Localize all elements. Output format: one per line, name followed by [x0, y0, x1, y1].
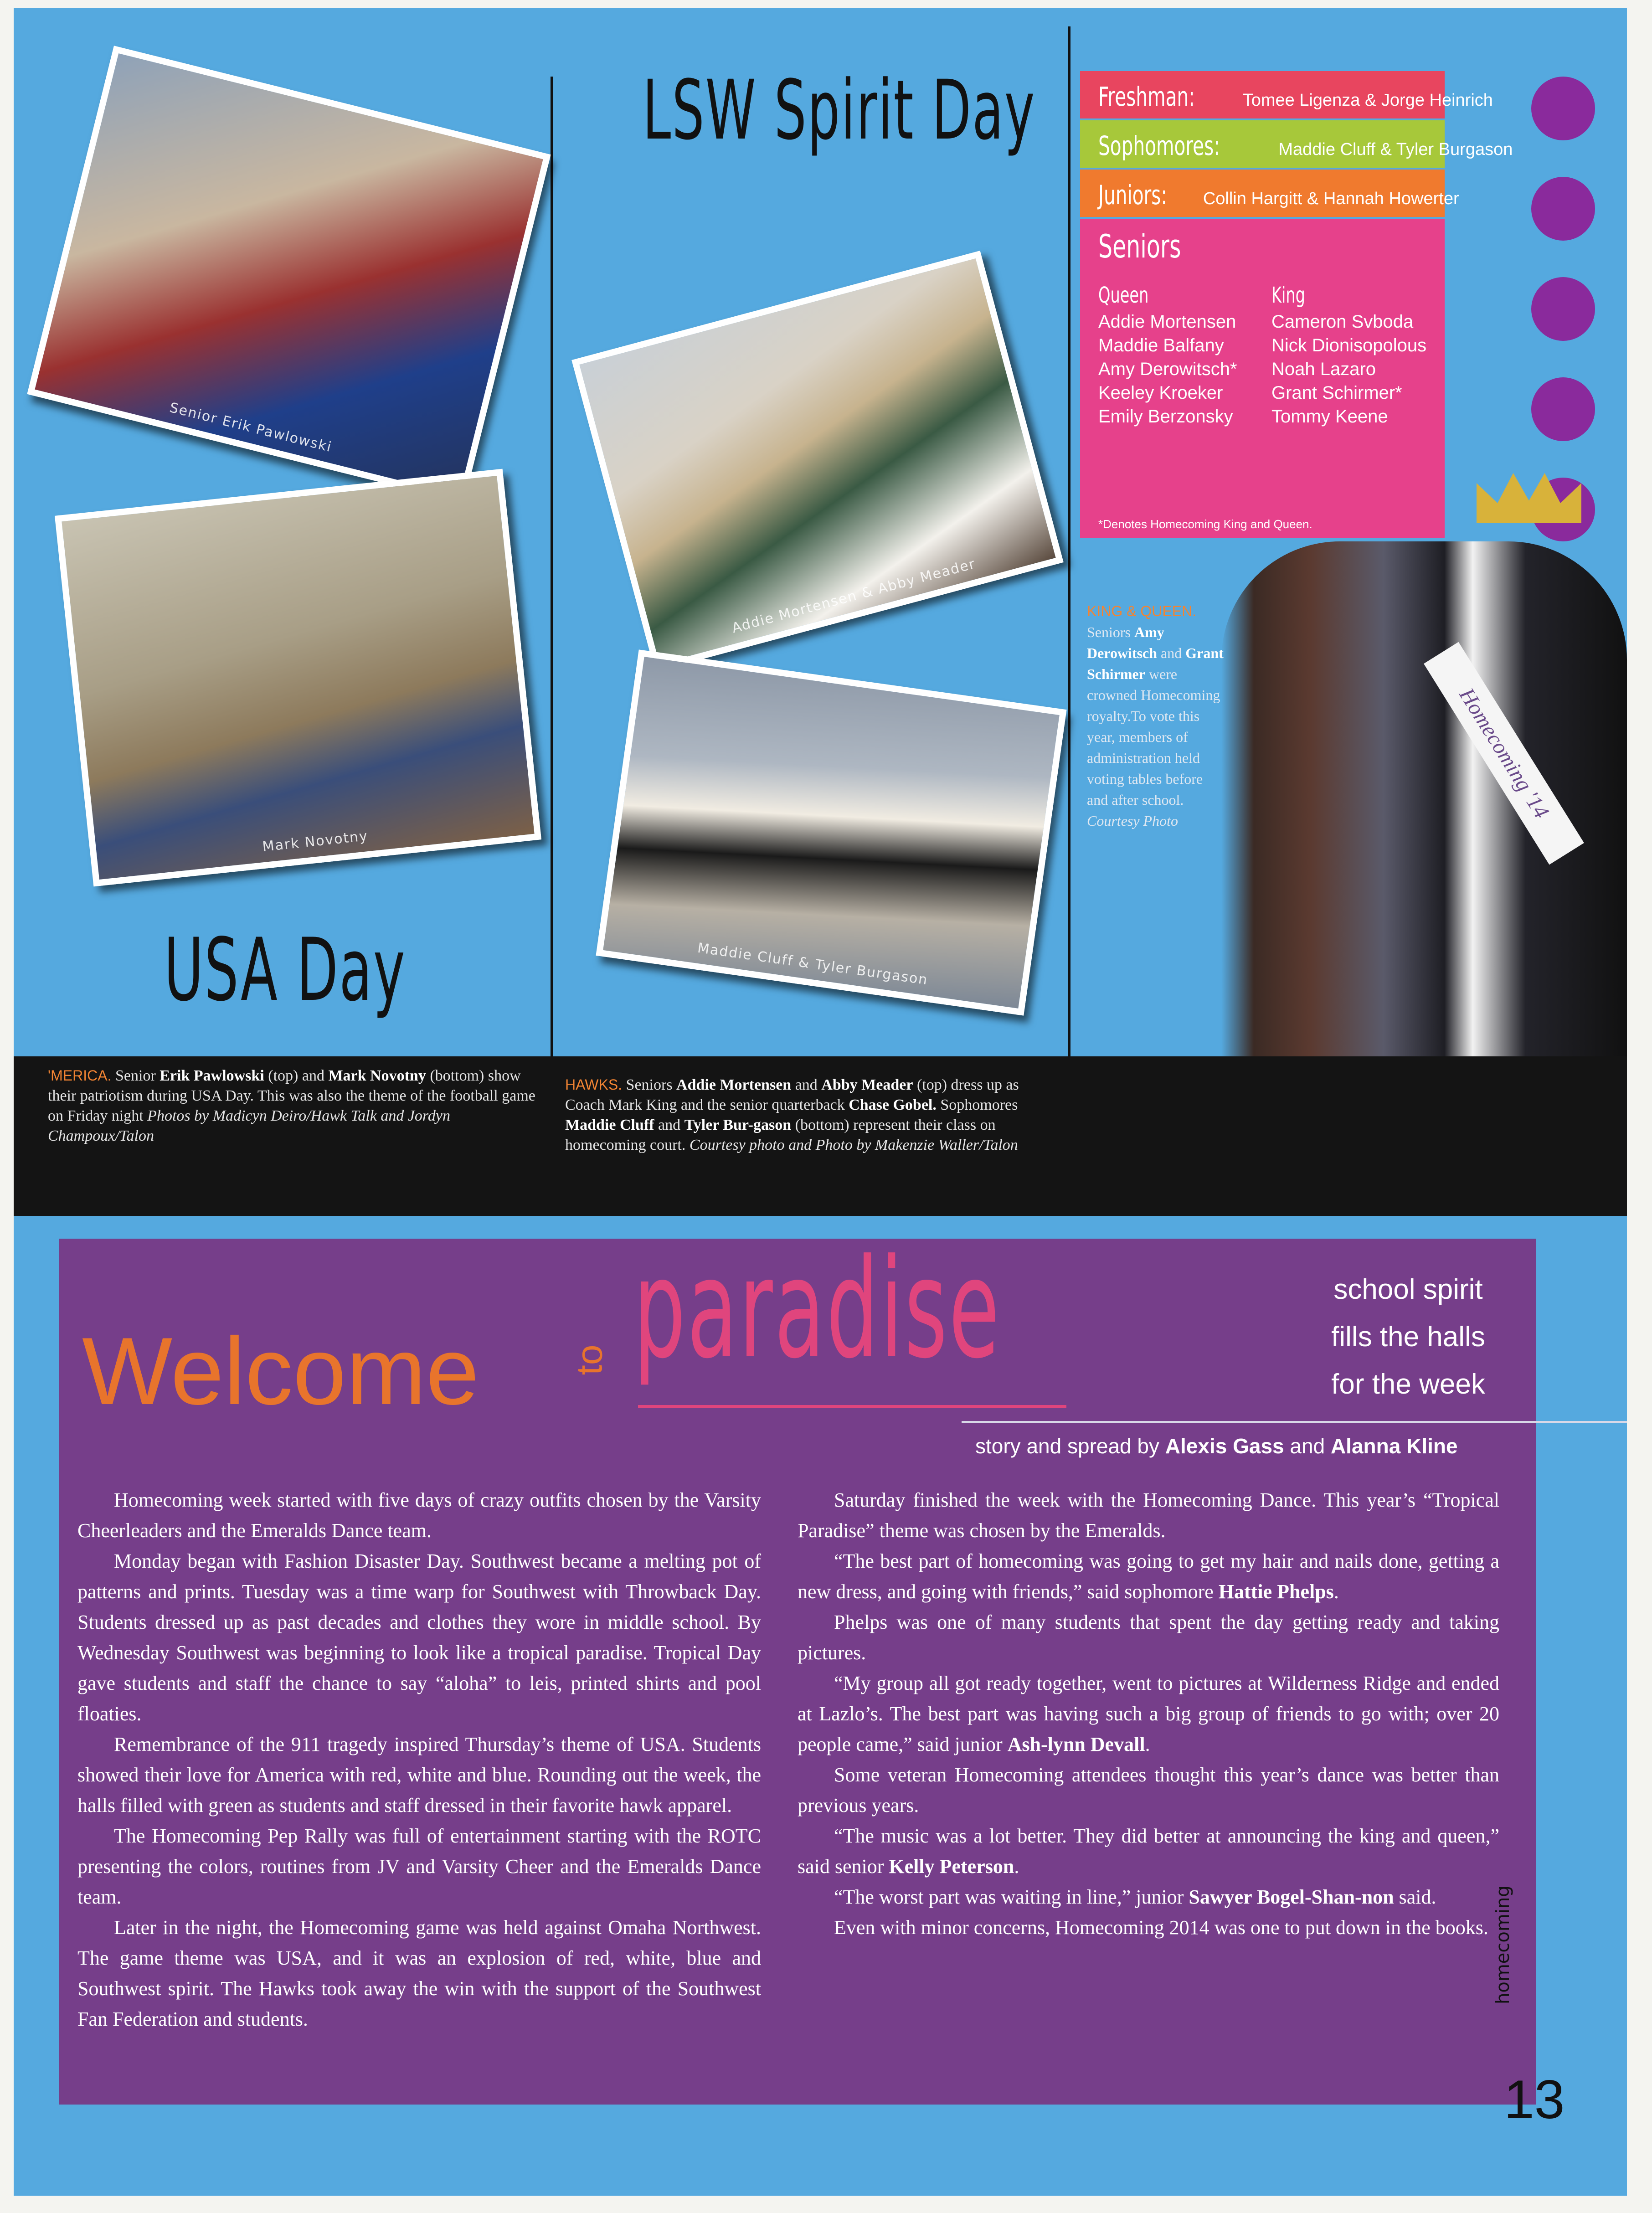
article-paragraph [798, 1882, 1499, 1912]
decorative-dot [1531, 277, 1595, 341]
caption-merica [48, 1065, 549, 1146]
juniors-label: Juniors: [1098, 180, 1168, 211]
caption-text: (bottom) show their patriotism during USA Day. This was also the theme of the football game on Friday night [48, 1067, 535, 1124]
caption-text: and [1161, 645, 1182, 661]
decorative-dot [1531, 177, 1595, 241]
caption-text: Seniors [1087, 624, 1131, 640]
article-paragraph: Homecoming week started with five days of crazy outfits chosen by the Varsity Cheerleaders and the Emeralds Dance team. [77, 1489, 761, 1542]
byline-text: story and spread by [975, 1434, 1165, 1458]
article-paragraph: Phelps was one of many students that spent the day getting ready and taking pictures. [798, 1611, 1499, 1664]
court-footnote: *Denotes Homecoming King and Queen. [1098, 517, 1312, 531]
caption-name: Erik Pawlowski [160, 1067, 264, 1084]
caption-text: and [654, 1117, 684, 1133]
queen-name: Amy Derowitsch [1087, 624, 1164, 661]
caption-text: (bottom) represent their class on homecoming court. [565, 1117, 996, 1153]
article-paragraph: Remembrance of the 911 tragedy inspired Thursday’s theme of USA. Students showed their love for America with red, white and blue. Rounding out the week, the halls filled with green as students and staff dressed in their favorite hawk apparel. [77, 1733, 761, 1817]
photo-credit: Courtesy Photo [1087, 813, 1178, 829]
court-seniors-box [1080, 219, 1445, 538]
caption-name: Abby Meader [821, 1076, 913, 1093]
king-label: King [1271, 283, 1305, 308]
article-column-right [798, 1485, 1499, 1943]
subtitle-line: for the week [1331, 1369, 1485, 1400]
headline-welcome: Welcome [82, 1318, 479, 1425]
article-paragraph [798, 1546, 1499, 1607]
sophomores-label: Sophomores: [1098, 130, 1220, 161]
column-divider-right [1068, 26, 1070, 1056]
photo-maddie-tyler [596, 649, 1066, 1015]
article-paragraph [798, 1821, 1499, 1882]
caption-name: Chase Gobel. [849, 1096, 937, 1113]
homecoming-sash: Homecoming '14 [1424, 642, 1584, 865]
quote-text: . [1014, 1855, 1019, 1878]
sophomores-names: Maddie Cluff & Tyler Burgason [1278, 140, 1513, 159]
page-number: 13 [1504, 2069, 1565, 2130]
author-name: Alanna Kline [1330, 1434, 1458, 1458]
quote-text: “The best part of homecoming was going to get my hair and nails done, getting a new dress, and going with friends,” said sophomore [798, 1550, 1499, 1603]
caption-text: were crowned Homecoming royalty.To vote this year, members of administration held voting tables before and after school. [1087, 666, 1220, 808]
article-column-left [77, 1485, 761, 2034]
queen-nominee: Emily Berzonsky [1098, 407, 1233, 427]
usa-day-title: USA Day [164, 920, 407, 1020]
photo3-label: Addie Mortensen & Abby Meader [730, 556, 978, 637]
caption-name: Addie Mortensen [676, 1076, 792, 1093]
court-band-sophomores [1080, 120, 1513, 168]
queen-nominee: Maddie Balfany [1098, 335, 1224, 355]
queen-nominee: Keeley Kroeker [1098, 383, 1223, 403]
caption-name: Tyler Bur-gason [684, 1117, 792, 1133]
freshman-names: Tomee Ligenza & Jorge Heinrich [1242, 91, 1493, 110]
king-nominee: Tommy Keene [1271, 407, 1388, 427]
headline-paradise: paradise [633, 1230, 1001, 1389]
yearbook-page [14, 8, 1627, 2196]
caption-text: Sophomores [936, 1096, 1018, 1113]
king-nominee: Cameron Svboda [1271, 312, 1414, 332]
article-paragraph: Some veteran Homecoming attendees thought this year’s dance was better than previous years. [798, 1764, 1499, 1817]
article-paragraph: The Homecoming Pep Rally was full of entertainment starting with the ROTC presenting the colors, routines from JV and Varsity Cheer and the Emeralds Dance team. [77, 1825, 761, 1908]
freshman-label: Freshman: [1098, 81, 1195, 112]
king-nominee: Nick Dionisopolous [1271, 335, 1427, 355]
caption-text: Senior [111, 1067, 160, 1084]
subtitle-line: fills the halls [1331, 1321, 1485, 1353]
spirit-day-title: LSW Spirit Day [643, 63, 1036, 158]
caption-text: Seniors [622, 1076, 677, 1093]
subtitle-rule [962, 1421, 1627, 1423]
decorative-dot [1531, 377, 1595, 441]
caption-text: (top) and [264, 1067, 329, 1084]
quote-text: “The worst part was waiting in line,” junior [834, 1886, 1189, 1908]
headline-to: to [569, 1344, 610, 1375]
photo-credit: Courtesy photo and Photo by Makenzie Waller/Talon [689, 1137, 1018, 1153]
photo1-label: Senior Erik Pawlowski [168, 399, 334, 456]
queen-label: Queen [1098, 283, 1149, 308]
section-label: homecoming [1492, 1885, 1513, 2004]
byline [975, 1434, 1458, 1458]
article-paragraph: Monday began with Fashion Disaster Day. Southwest became a melting pot of patterns and prints. Tuesday was a time warp for Southwest with Throwback Day. Students dressed up as past decades and clothes they wore in middle school. By Wednesday Southwest was beginning to look like a tropical paradise. Tropical Day gave students and staff the chance to say “aloha” to leis, printed shirts and pool floaties. [77, 1550, 761, 1725]
byline-text: and [1284, 1434, 1331, 1458]
photo-king-queen [1221, 541, 1627, 1056]
caption-lead: HAWKS. [565, 1076, 623, 1093]
caption-bar [14, 1056, 1627, 1216]
article-paragraph: Saturday finished the week with the Homecoming Dance. This year’s “Tropical Paradise” theme was chosen by the Emeralds. [798, 1489, 1499, 1542]
subtitle-line: school spirit [1333, 1274, 1483, 1305]
king-nominee: Noah Lazaro [1271, 359, 1376, 379]
caption-name: Mark Novotny [328, 1067, 426, 1084]
court-band-juniors [1080, 170, 1459, 217]
photo2-label: Mark Novotny [262, 828, 369, 855]
author-name: Alexis Gass [1165, 1434, 1284, 1458]
king-nominee: Grant Schirmer* [1271, 383, 1402, 403]
article-paragraph: Even with minor concerns, Homecoming 2014 was one to put down in the books. [834, 1916, 1488, 1939]
quote-text: “My group all got ready together, went to pictures at Wilderness Ridge and ended at Lazlo’s. The best part was having such a big group of friends to go with; over 20 people came,” said junior [798, 1672, 1499, 1755]
caption-text: (top) dress up as Coach Mark King and the senior quarterback [565, 1076, 1019, 1113]
quote-name: Hattie Phelps [1218, 1580, 1334, 1603]
quote-text: . [1145, 1733, 1150, 1755]
article-paragraph [798, 1668, 1499, 1760]
quote-name: Ash-lynn Devall [1007, 1733, 1145, 1755]
court-band-freshman [1080, 71, 1493, 118]
photo-addie-abby [571, 251, 1064, 672]
headline-subtitle [1303, 1266, 1513, 1408]
caption-hawks [565, 1075, 1062, 1155]
quote-name: Kelly Peterson [889, 1855, 1014, 1878]
juniors-names: Collin Hargitt & Hannah Howerter [1203, 189, 1459, 208]
decorative-dot [1531, 77, 1595, 140]
queen-nominee: Addie Mortensen [1098, 312, 1236, 332]
queen-nominees [1098, 310, 1237, 428]
headline-underline [638, 1405, 1066, 1408]
column-divider-left [551, 77, 553, 1056]
article-paragraph: Later in the night, the Homecoming game was held against Omaha Northwest. The game theme was USA, and it was an explosion of red, white, blue and Southwest spirit. The Hawks took away the win with the support of the Southwest Fan Federation and students. [77, 1916, 761, 2030]
queen-nominee: Amy Derowitsch* [1098, 359, 1237, 379]
king-queen-lead: KING & QUEEN. [1087, 603, 1197, 619]
king-name: Grant Schirmer [1087, 645, 1224, 682]
quote-text: “The music was a lot better. They did better at announcing the king and queen,” said senior [798, 1825, 1499, 1878]
seniors-label: Seniors [1098, 228, 1181, 265]
photo-credit: Photos by Madicyn Deiro/Hawk Talk and Jordyn Champoux/Talon [48, 1107, 450, 1144]
king-nominees [1271, 310, 1426, 428]
caption-text: and [791, 1076, 822, 1093]
king-queen-caption [1087, 601, 1224, 831]
quote-name: Sawyer Bogel-Shan-non [1189, 1886, 1394, 1908]
quote-text: . [1333, 1580, 1339, 1603]
caption-lead: 'MERICA. [48, 1067, 112, 1084]
photo4-label: Maddie Cluff & Tyler Burgason [696, 940, 929, 988]
quote-text: said. [1394, 1886, 1436, 1908]
photo-mark-novotny [55, 469, 541, 887]
caption-name: Maddie Cluff [565, 1117, 654, 1133]
photo-erik-pawlowski [27, 46, 551, 503]
